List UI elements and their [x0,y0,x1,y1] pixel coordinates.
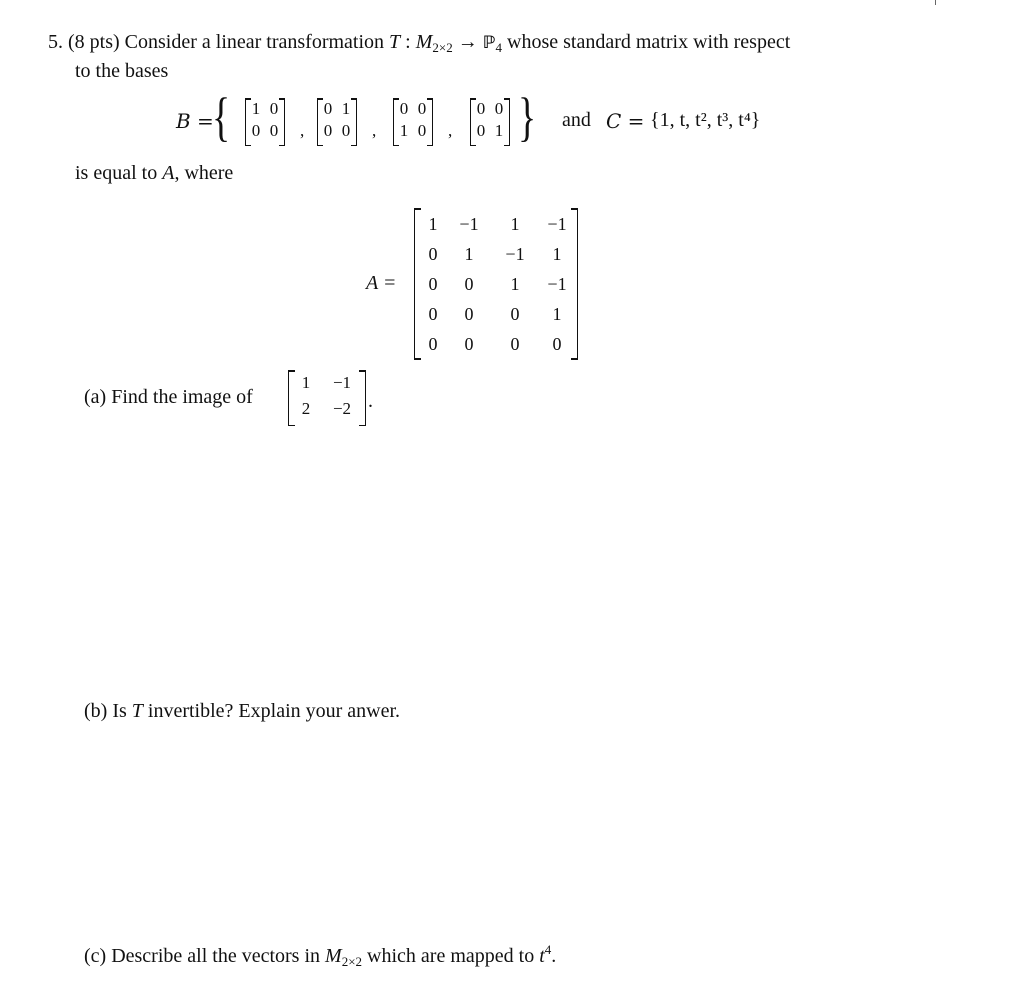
matrix-A-cell: 0 [510,304,520,324]
problem-number: 5. [48,31,63,53]
symbol-T: T [389,31,401,53]
symbol-M-sub: 2×2 [341,954,363,969]
problem-intro-line2: to the bases [75,60,169,82]
cell: 1 [251,99,261,118]
symbol-P-sub: 4 [495,40,502,55]
basis-B-matrix-1 [245,98,285,146]
cell: 0 [494,99,504,118]
symbol-M: M [415,31,433,53]
cell: 0 [417,99,427,118]
symbol-arrow: → [457,31,478,53]
matrix-A-cell: 1 [510,214,520,234]
part-b-label: (b) [84,700,108,722]
cell: 0 [341,121,351,140]
basis-B-close-brace: } [518,87,537,147]
part-b [84,700,400,723]
cell: 0 [417,121,427,140]
symbol-M-sub: 2×2 [432,40,453,55]
basis-C-set: {1, t, t², t³, t⁴} [650,109,761,131]
basis-C-label: C = [606,109,645,133]
basis-B-matrix-4 [470,98,510,146]
matrix-A-cell: 0 [464,274,474,294]
page-corner-mark [935,0,936,5]
symbol-T: T [131,700,143,722]
part-a-matrix [288,370,366,426]
cell: 0 [476,121,486,140]
part-c [84,942,557,969]
basis-B-matrix-2 [317,98,357,146]
cell: 0 [476,99,486,118]
cell: 1 [301,373,311,392]
part-a-period: . [368,390,373,412]
is-equal-post: , where [174,162,234,184]
is-equal-line [75,162,233,185]
matrix-A-cell: 1 [464,244,474,264]
matrix-A-cell: 0 [464,334,474,354]
cell: 0 [269,121,279,140]
comma: , [448,121,453,140]
part-a-label: (a) [84,386,107,408]
basis-B-matrix-3 [393,98,433,146]
cell: 1 [399,121,409,140]
symbol-P: ℙ [482,33,496,53]
part-b-text-post: invertible? Explain your anwer. [147,700,401,722]
symbol-colon: : [405,31,411,53]
matrix-A-cell: 1 [552,304,562,324]
matrix-A-cell: 1 [428,214,438,234]
symbol-M: M [325,945,342,967]
basis-B-open-brace: { [212,87,231,147]
matrix-A-cell: 0 [428,334,438,354]
cell: 2 [301,399,311,418]
part-c-period: . [551,945,557,967]
cell: 0 [251,121,261,140]
cell: 0 [323,99,333,118]
problem-points: (8 pts) [68,31,120,53]
matrix-A-cell: 0 [552,334,562,354]
basis-B-label: B = [176,109,214,133]
matrix-A-cell: 0 [428,304,438,324]
matrix-A-cell: −1 [547,214,567,234]
problem-intro: Consider a linear transformation [124,31,385,53]
matrix-A-cell: 0 [510,334,520,354]
matrix-A-cell: −1 [459,214,479,234]
part-c-text-mid: which are mapped to [367,945,535,967]
matrix-A [414,208,578,360]
matrix-A-cell: −1 [547,274,567,294]
cell: 1 [341,99,351,118]
part-c-text-pre: Describe all the vectors in [111,945,321,967]
cell: −2 [332,399,352,418]
cell: 0 [399,99,409,118]
matrix-A-cell: 0 [428,244,438,264]
cell: 0 [269,99,279,118]
problem-intro-cont: whose standard matrix with respect [507,31,791,53]
part-a-text: Find the image of [111,386,253,408]
comma: , [372,121,377,140]
symbol-A: A [162,162,175,184]
cell: 0 [323,121,333,140]
cell: −1 [332,373,352,392]
matrix-A-cell: −1 [505,244,525,264]
is-equal-pre: is equal to [75,162,158,184]
comma: , [300,121,305,140]
symbol-t: t [539,945,545,967]
matrix-A-label: A = [366,272,397,294]
cell: 1 [494,121,504,140]
part-a [84,386,253,409]
symbol-t-sup: 4 [544,942,552,957]
part-b-text-pre: Is [112,700,127,722]
and-text: and [562,109,591,131]
problem-header [48,31,790,54]
matrix-A-cell: 0 [464,304,474,324]
matrix-A-cell: 0 [428,274,438,294]
part-c-label: (c) [84,945,107,967]
matrix-A-cell: 1 [510,274,520,294]
matrix-A-cell: 1 [552,244,562,264]
